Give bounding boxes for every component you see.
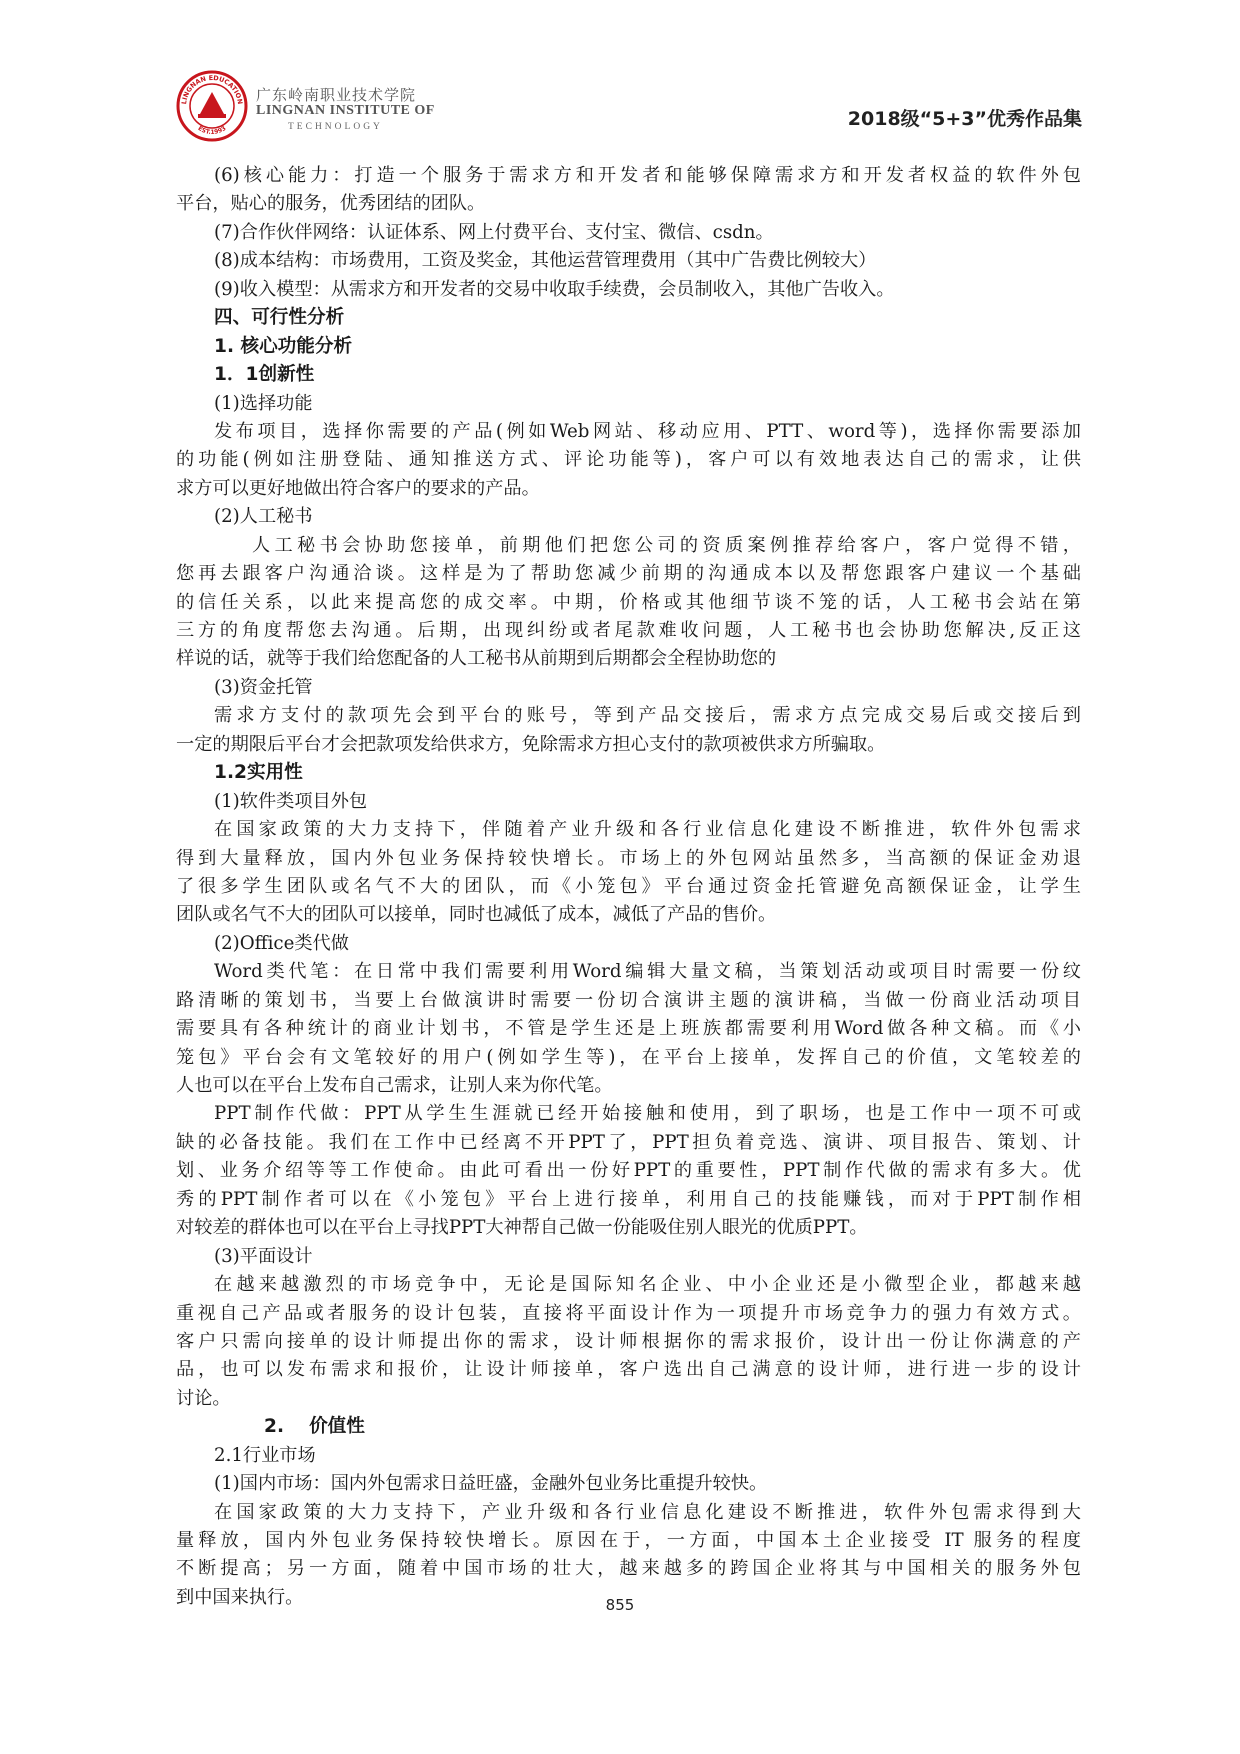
document-body [176,162,1081,1612]
text-line: 得到大量释放，国内外包业务保持较快增长。市场上的外包网站虽然多，当高额的保证金劝退 [176,847,1081,869]
text-line: 讨论。 [176,1387,231,1409]
text-line: 客户只需向接单的设计师提出你的需求，设计师根据你的需求报价，设计出一份让你满意的产 [176,1330,1081,1352]
school-name-en-2: TECHNOLOGY [288,122,383,132]
text-line: 您再去跟客户沟通洽谈。这样是为了帮助您减少前期的沟通成本以及帮您跟客户建议一个基础 [176,563,1081,585]
text-line: (1)国内市场：国内外包需求日益旺盛，金融外包业务比重提升较快。 [214,1473,768,1495]
text-line: 在国家政策的大力支持下，伴随着产业升级和各行业信息化建设不断推进，软件外包需求 [214,819,1081,841]
text-line: (8)成本结构：市场费用，工资及奖金，其他运营管理费用（其中广告费比例较大） [214,250,877,272]
text-line: 2.1行业市场 [214,1444,316,1466]
text-line: 人工秘书会协助您接单，前期他们把您公司的资质案例推荐给客户，客户觉得不错， [252,534,1081,556]
logo-text-bottom: EST.1993 [196,125,228,137]
text-line: 缺的必备技能。我们在工作中已经离不开PPT了，PPT担负着竞选、演讲、项目报告、策划、计 [176,1131,1081,1153]
text-line: 的功能(例如注册登陆、通知推送方式、评论功能等)，客户可以有效地表达自己的需求，让供 [176,449,1081,471]
school-logo [176,70,248,142]
text-line: 三方的角度帮您去沟通。后期，出现纠纷或者尾款难收问题，人工秘书也会协助您解决,反正这 [176,620,1081,641]
text-line: 样说的话，就等于我们给您配备的人工秘书从前期到后期都会全程协助您的 [176,648,777,670]
text-line: (6)核心能力：打造一个服务于需求方和开发者和能够保障需求方和开发者权益的软件外包 [214,165,1081,186]
text-line: 人也可以在平台上发布自己需求，让别人来为你代笔。 [176,1075,613,1096]
text-line: (3)资金托管 [214,676,313,698]
section-heading: 1. 核心功能分析 [214,335,353,357]
text-line: 求方可以更好地做出符合客户的要求的产品。 [176,477,540,499]
page-number: 855 [605,1596,635,1614]
logo-text-top: LINGNAN EDUCATION [180,73,245,105]
text-line: 量释放，国内外包业务保持较快增长。原因在于，一方面，中国本土企业接受 IT 服务的程度 [176,1530,1081,1551]
text-line: 划、业务介绍等等工作使命。由此可看出一份好PPT的重要性，PPT制作代做的需求有多大。优 [176,1160,1081,1182]
section-heading: 1.2实用性 [214,762,303,784]
text-line: 品，也可以发布需求和报价，让设计师接单，客户选出自己满意的设计师，进行进一步的设计 [176,1359,1081,1381]
text-line: (1)选择功能 [214,392,313,414]
text-line: (2)人工秘书 [214,506,313,528]
text-line: 团队或名气不大的团队可以接单，同时也减低了成本，减低了产品的售价。 [176,904,777,926]
text-line: 需求方支付的款项先会到平台的账号，等到产品交接后，需求方点完成交易后或交接后到 [214,705,1081,727]
text-line: 需要具有各种统计的商业计划书，不管是学生还是上班族都需要利用Word做各种文稿。而《小 [176,1018,1081,1040]
text-line: (3)平面设计 [214,1245,313,1267]
text-line: PPT制作代做：PPT从学生生涯就已经开始接触和使用，到了职场，也是工作中一项不可或 [214,1103,1081,1125]
section-heading: 2. 价值性 [264,1416,365,1438]
text-line: (2)Office类代做 [214,932,349,954]
section-heading: 四、可行性分析 [214,307,345,329]
text-line: 了很多学生团队或名气不大的团队，而《小笼包》平台通过资金托管避免高额保证金，让学生 [176,875,1081,897]
text-line: 在国家政策的大力支持下，产业升级和各行业信息化建设不断推进，软件外包需求得到大 [214,1501,1081,1523]
text-line: (7)合作伙伴网络：认证体系、网上付费平台、支付宝、微信、csdn。 [214,221,774,243]
text-line: (9)收入模型：从需求方和开发者的交易中收取手续费，会员制收入，其他广告收入。 [214,278,895,300]
text-line: 的信任关系，以此来提高您的成交率。中期，价格或其他细节谈不笼的话，人工秘书会站在第 [176,591,1081,613]
text-line: 对较差的群体也可以在平台上寻找PPT大神帮自己做一份能吸住别人眼光的优质PPT。 [176,1217,868,1239]
page-header [0,0,1240,160]
text-line: (1)软件类项目外包 [214,790,368,812]
text-line: 到中国来执行。 [176,1586,304,1608]
text-line: 发布项目，选择你需要的产品(例如Web网站、移动应用、PTT、word等)，选择你需要添加 [214,420,1081,442]
series-title: 2018级“5+3”优秀作品集 [847,108,1082,130]
school-name-cn: 广东岭南职业技术学院 [256,86,417,104]
text-line: 在越来越激烈的市场竞争中，无论是国际知名企业、中小企业还是小微型企业，都越来越 [214,1274,1081,1296]
svg-text:EST.1993 [197,125,228,136]
section-heading: 1．1创新性 [214,364,315,386]
text-line: 秀的PPT制作者可以在《小笼包》平台上进行接单，利用自己的技能赚钱，而对于PPT制作相 [176,1188,1081,1210]
text-line: 一定的期限后平台才会把款项发给供求方，免除需求方担心支付的款项被供求方所骗取。 [176,733,886,755]
text-line: 不断提高；另一方面，随着中国市场的壮大，越来越多的跨国企业将其与中国相关的服务外包 [176,1558,1081,1580]
text-line: 笼包》平台会有文笔较好的用户(例如学生等)，在平台上接单，发挥自己的价值，文笔较差的 [176,1046,1081,1068]
text-line: 平台，贴心的服务，优秀团结的团队。 [176,193,486,215]
school-name-en: LINGNAN INSTITUTE OF [256,103,435,118]
text-line: 重视自己产品或者服务的设计包装，直接将平面设计作为一项提升市场竞争力的强力有效方式。 [176,1302,1081,1324]
text-line: 路清晰的策划书，当要上台做演讲时需要一份切合演讲主题的演讲稿，当做一份商业活动项目 [176,989,1081,1011]
text-line: Word类代笔：在日常中我们需要利用Word编辑大量文稿，当策划活动或项目时需要一份纹 [214,961,1081,983]
